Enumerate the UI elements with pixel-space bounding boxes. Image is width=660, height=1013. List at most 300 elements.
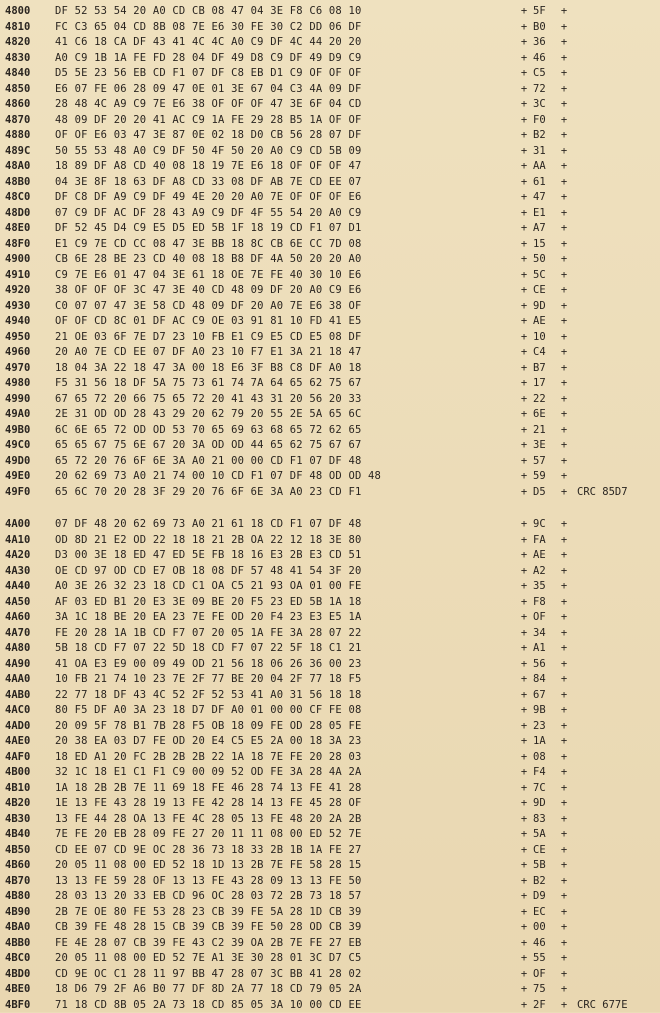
plus-sign: + [557, 610, 571, 626]
plus-sign: + [515, 734, 533, 750]
plus-sign: + [557, 703, 571, 719]
hex-row [5, 268, 655, 284]
row-bytes: DF C8 DF A9 C9 DF 49 4E 20 20 A0 7E OF OF OF E6 [55, 190, 515, 206]
row-bytes: 04 3E 8F 18 63 DF A8 CD 33 08 DF AB 7E CD EE 07 [55, 175, 515, 191]
row-checksum: B2 [533, 874, 557, 890]
row-address: 4960 [5, 345, 55, 361]
row-bytes: 20 05 11 08 00 ED 52 7E A1 3E 30 28 01 3C D7 C5 [55, 951, 515, 967]
row-bytes: 28 48 4C A9 C9 7E E6 38 OF OF OF 47 3E 6F 04 CD [55, 97, 515, 113]
row-bytes: D5 5E 23 56 EB CD F1 07 DF C8 EB D1 C9 OF OF OF [55, 66, 515, 82]
hex-row [5, 221, 655, 237]
row-bytes: CB 39 FE 48 28 15 CB 39 CB 39 FE 50 28 OD CB 39 [55, 920, 515, 936]
plus-sign: + [557, 641, 571, 657]
row-address: 49E0 [5, 469, 55, 485]
hex-row [5, 874, 655, 890]
hex-row [5, 719, 655, 735]
row-checksum: 15 [533, 237, 557, 253]
plus-sign: + [557, 66, 571, 82]
row-address: 4950 [5, 330, 55, 346]
row-bytes: 2B 7E OE 80 FE 53 28 23 CB 39 FE 5A 28 1D CB 39 [55, 905, 515, 921]
hex-row [5, 144, 655, 160]
row-checksum: 6E [533, 407, 557, 423]
row-checksum: 3E [533, 438, 557, 454]
plus-sign: + [515, 4, 533, 20]
row-checksum: CE [533, 283, 557, 299]
plus-sign: + [557, 812, 571, 828]
row-bytes: AF 03 ED B1 20 E3 3E 09 BE 20 F5 23 ED 5B 1A 18 [55, 595, 515, 611]
row-bytes: 13 13 FE 59 28 OF 13 13 FE 43 28 09 13 13 FE 50 [55, 874, 515, 890]
row-checksum: D9 [533, 889, 557, 905]
row-checksum: 46 [533, 936, 557, 952]
row-checksum: F8 [533, 595, 557, 611]
hex-row [5, 97, 655, 113]
hex-row [5, 641, 655, 657]
plus-sign: + [515, 113, 533, 129]
row-address: 49D0 [5, 454, 55, 470]
plus-sign: + [557, 688, 571, 704]
hex-row [5, 548, 655, 564]
row-checksum: 23 [533, 719, 557, 735]
plus-sign: + [557, 237, 571, 253]
row-bytes: C0 07 07 47 3E 58 CD 48 09 DF 20 A0 7E E6 38 OF [55, 299, 515, 315]
row-bytes: 41 OA E3 E9 00 09 49 OD 21 56 18 06 26 36 00 23 [55, 657, 515, 673]
plus-sign: + [515, 407, 533, 423]
hex-row [5, 703, 655, 719]
plus-sign: + [557, 128, 571, 144]
hex-row [5, 920, 655, 936]
row-address: 4900 [5, 252, 55, 268]
plus-sign: + [515, 703, 533, 719]
row-address: 4A40 [5, 579, 55, 595]
row-address: 4940 [5, 314, 55, 330]
plus-sign: + [515, 889, 533, 905]
plus-sign: + [515, 843, 533, 859]
plus-sign: + [515, 874, 533, 890]
plus-sign: + [515, 376, 533, 392]
row-address: 4A70 [5, 626, 55, 642]
plus-sign: + [515, 719, 533, 735]
row-address: 4BD0 [5, 967, 55, 983]
plus-sign: + [515, 485, 533, 501]
row-checksum: A1 [533, 641, 557, 657]
plus-sign: + [557, 376, 571, 392]
row-checksum: 75 [533, 982, 557, 998]
plus-sign: + [515, 190, 533, 206]
hex-row [5, 376, 655, 392]
hex-row [5, 579, 655, 595]
hex-row [5, 781, 655, 797]
row-bytes: 22 77 18 DF 43 4C 52 2F 52 53 41 A0 31 56 18 18 [55, 688, 515, 704]
row-checksum: AE [533, 314, 557, 330]
plus-sign: + [557, 920, 571, 936]
plus-sign: + [515, 51, 533, 67]
row-bytes: 50 55 53 48 A0 C9 DF 50 4F 50 20 A0 C9 CD 5B 09 [55, 144, 515, 160]
row-checksum: 17 [533, 376, 557, 392]
row-address: 4AB0 [5, 688, 55, 704]
plus-sign: + [515, 454, 533, 470]
plus-sign: + [515, 982, 533, 998]
plus-sign: + [515, 66, 533, 82]
hex-row [5, 128, 655, 144]
row-checksum: 1A [533, 734, 557, 750]
plus-sign: + [557, 765, 571, 781]
hex-row [5, 827, 655, 843]
row-bytes: 80 F5 DF A0 3A 23 18 D7 DF A0 01 00 00 CF FE 08 [55, 703, 515, 719]
plus-sign: + [515, 626, 533, 642]
row-checksum: FA [533, 533, 557, 549]
row-address: 4B50 [5, 843, 55, 859]
plus-sign: + [515, 128, 533, 144]
plus-sign: + [557, 252, 571, 268]
row-checksum: 83 [533, 812, 557, 828]
hex-row [5, 951, 655, 967]
hex-row [5, 936, 655, 952]
plus-sign: + [515, 812, 533, 828]
plus-sign: + [515, 97, 533, 113]
row-bytes: 32 1C 18 E1 C1 F1 C9 00 09 52 OD FE 3A 28 4A 2A [55, 765, 515, 781]
row-bytes: 65 65 67 75 6E 67 20 3A OD OD 44 65 62 75 67 67 [55, 438, 515, 454]
plus-sign: + [557, 564, 571, 580]
plus-sign: + [515, 330, 533, 346]
plus-sign: + [557, 967, 571, 983]
row-checksum: AA [533, 159, 557, 175]
hex-row [5, 190, 655, 206]
row-checksum: 10 [533, 330, 557, 346]
row-bytes: 65 6C 70 20 28 3F 29 20 76 6F 6E 3A A0 23 CD F1 [55, 485, 515, 501]
row-bytes: 1A 18 2B 2B 7E 11 69 18 FE 46 28 74 13 FE 41 28 [55, 781, 515, 797]
hex-row [5, 734, 655, 750]
row-address: 4830 [5, 51, 55, 67]
row-bytes: 07 C9 DF AC DF 28 43 A9 C9 DF 4F 55 54 20 A0 C9 [55, 206, 515, 222]
plus-sign: + [557, 579, 571, 595]
row-checksum: 47 [533, 190, 557, 206]
row-address: 4B40 [5, 827, 55, 843]
plus-sign: + [557, 905, 571, 921]
hex-row [5, 51, 655, 67]
hex-row [5, 423, 655, 439]
plus-sign: + [515, 159, 533, 175]
plus-sign: + [557, 361, 571, 377]
hex-row [5, 361, 655, 377]
hex-row [5, 4, 655, 20]
row-address: 4920 [5, 283, 55, 299]
plus-sign: + [557, 469, 571, 485]
plus-sign: + [515, 641, 533, 657]
hex-row [5, 517, 655, 533]
row-address: 4AE0 [5, 734, 55, 750]
row-bytes: 10 FB 21 74 10 23 7E 2F 77 BE 20 04 2F 77 18 F5 [55, 672, 515, 688]
row-checksum: A7 [533, 221, 557, 237]
row-bytes: E1 C9 7E CD CC 08 47 3E BB 18 8C CB 6E CC 7D 08 [55, 237, 515, 253]
plus-sign: + [557, 998, 571, 1013]
row-address: 4B30 [5, 812, 55, 828]
plus-sign: + [515, 237, 533, 253]
plus-sign: + [557, 407, 571, 423]
hex-row [5, 812, 655, 828]
plus-sign: + [515, 423, 533, 439]
plus-sign: + [515, 688, 533, 704]
row-address: 4840 [5, 66, 55, 82]
row-checksum: 61 [533, 175, 557, 191]
plus-sign: + [515, 595, 533, 611]
row-checksum: D5 [533, 485, 557, 501]
row-address: 489C [5, 144, 55, 160]
row-bytes: 38 OF OF OF 3C 47 3E 40 CD 48 09 DF 20 A0 C9 E6 [55, 283, 515, 299]
hex-row [5, 626, 655, 642]
row-bytes: 20 09 5F 78 B1 7B 28 F5 OB 18 09 FE OD 28 05 FE [55, 719, 515, 735]
row-checksum: 3C [533, 97, 557, 113]
row-checksum: 08 [533, 750, 557, 766]
hex-row [5, 750, 655, 766]
plus-sign: + [515, 299, 533, 315]
row-bytes: F5 31 56 18 DF 5A 75 73 61 74 7A 64 65 62 75 67 [55, 376, 515, 392]
plus-sign: + [557, 175, 571, 191]
row-address: 4B90 [5, 905, 55, 921]
plus-sign: + [515, 268, 533, 284]
row-bytes: 18 89 DF A8 CD 40 08 18 19 7E E6 18 OF OF OF 47 [55, 159, 515, 175]
plus-sign: + [557, 51, 571, 67]
row-address: 4820 [5, 35, 55, 51]
plus-sign: + [557, 719, 571, 735]
plus-sign: + [515, 564, 533, 580]
plus-sign: + [557, 750, 571, 766]
plus-sign: + [557, 657, 571, 673]
row-checksum: 22 [533, 392, 557, 408]
plus-sign: + [515, 920, 533, 936]
hex-row [5, 889, 655, 905]
plus-sign: + [557, 485, 571, 501]
row-bytes: 21 OE 03 6F 7E D7 23 10 FB E1 C9 E5 CD E5 08 DF [55, 330, 515, 346]
plus-sign: + [515, 175, 533, 191]
plus-sign: + [515, 361, 533, 377]
row-bytes: 1E 13 FE 43 28 19 13 FE 42 28 14 13 FE 45 28 OF [55, 796, 515, 812]
plus-sign: + [557, 144, 571, 160]
row-bytes: 18 04 3A 22 18 47 3A 00 18 E6 3F B8 C8 DF A0 18 [55, 361, 515, 377]
plus-sign: + [557, 113, 571, 129]
row-address: 4810 [5, 20, 55, 36]
hex-row [5, 252, 655, 268]
hex-row [5, 796, 655, 812]
row-checksum: OF [533, 610, 557, 626]
plus-sign: + [515, 765, 533, 781]
row-checksum: 21 [533, 423, 557, 439]
plus-sign: + [557, 206, 571, 222]
row-checksum: B7 [533, 361, 557, 377]
plus-sign: + [557, 283, 571, 299]
row-address: 4A80 [5, 641, 55, 657]
row-bytes: A0 3E 26 32 23 18 CD C1 OA C5 21 93 OA 01 00 FE [55, 579, 515, 595]
hex-row [5, 407, 655, 423]
row-bytes: 20 05 11 08 00 ED 52 18 1D 13 2B 7E FE 58 28 15 [55, 858, 515, 874]
plus-sign: + [557, 533, 571, 549]
hex-row [5, 175, 655, 191]
row-checksum: B0 [533, 20, 557, 36]
plus-sign: + [515, 438, 533, 454]
row-bytes: 65 72 20 76 6F 6E 3A A0 21 00 00 CD F1 07 DF 48 [55, 454, 515, 470]
row-checksum: 00 [533, 920, 557, 936]
plus-sign: + [557, 20, 571, 36]
row-bytes: 5B 18 CD F7 07 22 5D 18 CD F7 07 22 5F 18 C1 21 [55, 641, 515, 657]
row-checksum: 2F [533, 998, 557, 1013]
row-checksum: C5 [533, 66, 557, 82]
row-checksum: 5A [533, 827, 557, 843]
plus-sign: + [515, 750, 533, 766]
plus-sign: + [557, 781, 571, 797]
block-crc: CRC 85D7 [571, 485, 628, 501]
row-address: 4BE0 [5, 982, 55, 998]
plus-sign: + [557, 4, 571, 20]
hex-row [5, 657, 655, 673]
row-address: 4A20 [5, 548, 55, 564]
row-address: 4B60 [5, 858, 55, 874]
plus-sign: + [515, 610, 533, 626]
row-address: 4BF0 [5, 998, 55, 1013]
hex-row [5, 438, 655, 454]
row-address: 48C0 [5, 190, 55, 206]
row-bytes: 18 D6 79 2F A6 B0 77 DF 8D 2A 77 18 CD 79 05 2A [55, 982, 515, 998]
row-bytes: 41 C6 18 CA DF 43 41 4C 4C A0 C9 DF 4C 44 20 20 [55, 35, 515, 51]
row-checksum: 36 [533, 35, 557, 51]
row-checksum: C4 [533, 345, 557, 361]
plus-sign: + [515, 936, 533, 952]
row-address: 4990 [5, 392, 55, 408]
row-checksum: B2 [533, 128, 557, 144]
row-bytes: 20 62 69 73 A0 21 74 00 10 CD F1 07 DF 48 OD OD 48 [55, 469, 515, 485]
plus-sign: + [515, 517, 533, 533]
row-bytes: 48 09 DF 20 20 41 AC C9 1A FE 29 28 B5 1A OF OF [55, 113, 515, 129]
row-bytes: A0 C9 1B 1A FE FD 28 04 DF 49 D8 C9 DF 49 D9 C9 [55, 51, 515, 67]
row-address: 4B70 [5, 874, 55, 890]
row-bytes: DF 52 53 54 20 A0 CD CB 08 47 04 3E F8 C6 08 10 [55, 4, 515, 20]
plus-sign: + [557, 889, 571, 905]
row-bytes: 2E 31 OD OD 28 43 29 20 62 79 20 55 2E 5A 65 6C [55, 407, 515, 423]
row-bytes: FE 20 28 1A 1B CD F7 07 20 05 1A FE 3A 28 07 22 [55, 626, 515, 642]
row-checksum: 72 [533, 82, 557, 98]
row-checksum: EC [533, 905, 557, 921]
row-bytes: 18 ED A1 20 FC 2B 2B 2B 22 1A 18 7E FE 20 28 03 [55, 750, 515, 766]
row-bytes: OF OF E6 03 47 3E 87 0E 02 18 D0 CB 56 28 07 DF [55, 128, 515, 144]
block-crc: CRC 677E [571, 998, 628, 1013]
hex-row [5, 392, 655, 408]
plus-sign: + [557, 936, 571, 952]
row-checksum: 9D [533, 796, 557, 812]
plus-sign: + [557, 190, 571, 206]
plus-sign: + [515, 144, 533, 160]
plus-sign: + [515, 221, 533, 237]
plus-sign: + [515, 951, 533, 967]
row-checksum: 67 [533, 688, 557, 704]
hex-row [5, 610, 655, 626]
row-bytes: 71 18 CD 8B 05 2A 73 18 CD 85 05 3A 10 00 CD EE [55, 998, 515, 1013]
row-checksum: 34 [533, 626, 557, 642]
row-bytes: 7E FE 20 EB 28 09 FE 27 20 11 11 08 00 ED 52 7E [55, 827, 515, 843]
hex-block [5, 517, 655, 1013]
plus-sign: + [557, 345, 571, 361]
plus-sign: + [557, 392, 571, 408]
row-address: 48F0 [5, 237, 55, 253]
row-bytes: CB 6E 28 BE 23 CD 40 08 18 B8 DF 4A 50 20 20 A0 [55, 252, 515, 268]
row-checksum: 7C [533, 781, 557, 797]
plus-sign: + [515, 35, 533, 51]
row-checksum: 9B [533, 703, 557, 719]
row-address: 4BA0 [5, 920, 55, 936]
row-address: 4A60 [5, 610, 55, 626]
row-address: 4AD0 [5, 719, 55, 735]
row-bytes: 07 DF 48 20 62 69 73 A0 21 61 18 CD F1 07 DF 48 [55, 517, 515, 533]
plus-sign: + [515, 206, 533, 222]
row-address: 4A10 [5, 533, 55, 549]
hex-row [5, 564, 655, 580]
hex-row [5, 595, 655, 611]
row-address: 4860 [5, 97, 55, 113]
plus-sign: + [557, 827, 571, 843]
row-bytes: 28 03 13 20 33 EB CD 96 OC 28 03 72 2B 73 18 57 [55, 889, 515, 905]
plus-sign: + [557, 299, 571, 315]
hex-row [5, 113, 655, 129]
row-checksum: 5C [533, 268, 557, 284]
row-address: 48B0 [5, 175, 55, 191]
hex-row [5, 330, 655, 346]
plus-sign: + [557, 626, 571, 642]
row-address: 4800 [5, 4, 55, 20]
row-checksum: 5F [533, 4, 557, 20]
row-bytes: FC C3 65 04 CD 8B 08 7E E6 30 FE 30 C2 DD 06 DF [55, 20, 515, 36]
row-address: 4870 [5, 113, 55, 129]
hex-row [5, 672, 655, 688]
hex-row [5, 66, 655, 82]
hex-row [5, 20, 655, 36]
row-checksum: 31 [533, 144, 557, 160]
row-bytes: C9 7E E6 01 47 04 3E 61 18 OE 7E FE 40 30 10 E6 [55, 268, 515, 284]
row-bytes: CD 9E OC C1 28 11 97 BB 47 28 07 3C BB 41 28 02 [55, 967, 515, 983]
plus-sign: + [515, 82, 533, 98]
hex-row [5, 485, 655, 501]
hex-row [5, 688, 655, 704]
row-checksum: F0 [533, 113, 557, 129]
row-bytes: 6C 6E 65 72 OD OD 53 70 65 69 63 68 65 72 62 65 [55, 423, 515, 439]
plus-sign: + [557, 843, 571, 859]
plus-sign: + [515, 283, 533, 299]
row-address: 4AF0 [5, 750, 55, 766]
plus-sign: + [515, 998, 533, 1013]
row-bytes: CD EE 07 CD 9E OC 28 36 73 18 33 2B 1B 1A FE 27 [55, 843, 515, 859]
row-checksum: OF [533, 967, 557, 983]
row-bytes: 67 65 72 20 66 75 65 72 20 41 43 31 20 56 20 33 [55, 392, 515, 408]
row-checksum: A2 [533, 564, 557, 580]
row-checksum: 84 [533, 672, 557, 688]
row-address: 48A0 [5, 159, 55, 175]
plus-sign: + [557, 858, 571, 874]
plus-sign: + [557, 454, 571, 470]
hex-row [5, 299, 655, 315]
hex-row [5, 533, 655, 549]
row-checksum: 59 [533, 469, 557, 485]
plus-sign: + [515, 827, 533, 843]
hex-block [5, 4, 655, 500]
row-address: 4B80 [5, 889, 55, 905]
plus-sign: + [515, 967, 533, 983]
row-checksum: 9C [533, 517, 557, 533]
row-checksum: F4 [533, 765, 557, 781]
row-checksum: 50 [533, 252, 557, 268]
row-bytes: 3A 1C 18 BE 20 EA 23 7E FE OD 20 F4 23 E3 E5 1A [55, 610, 515, 626]
row-address: 4930 [5, 299, 55, 315]
row-bytes: 13 FE 44 28 OA 13 FE 4C 28 05 13 FE 48 20 2A 2B [55, 812, 515, 828]
row-address: 4A30 [5, 564, 55, 580]
row-address: 4A90 [5, 657, 55, 673]
plus-sign: + [515, 345, 533, 361]
row-address: 4B00 [5, 765, 55, 781]
